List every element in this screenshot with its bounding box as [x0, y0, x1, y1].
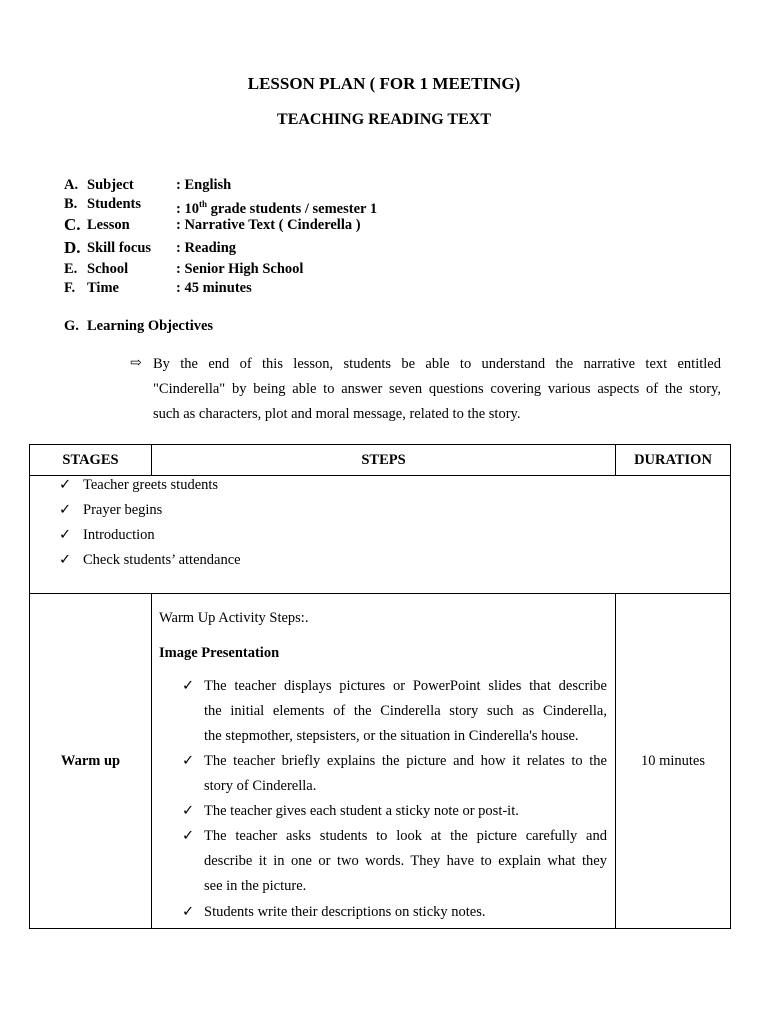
- check-icon: ✓: [182, 803, 195, 819]
- info-label: Skill focus: [87, 240, 152, 256]
- step-line: The teacher gives each student a sticky note or post-it.: [204, 803, 519, 819]
- check-icon: ✓: [182, 904, 195, 920]
- warmup-row: [30, 594, 731, 929]
- section-heading: Image Presentation: [159, 645, 280, 661]
- step-line: the initial elements of the Cinderella story such as Cinderella,: [204, 703, 607, 719]
- lesson-table: [29, 444, 731, 929]
- step-line: Students write their descriptions on sticky notes.: [204, 904, 486, 920]
- info-label: School: [87, 261, 129, 277]
- header-stages: STAGES: [30, 445, 152, 476]
- step-line: story of Cinderella.: [204, 778, 317, 794]
- check-icon: ✓: [182, 678, 195, 694]
- info-value: : English: [176, 177, 232, 193]
- info-letter: C.: [64, 215, 81, 234]
- objective-line: such as characters, plot and moral message, related to the story.: [153, 406, 521, 422]
- step-line: The teacher briefly explains the picture and how it relates to the: [204, 753, 607, 769]
- check-icon: ✓: [59, 477, 72, 493]
- info-letter: F.: [64, 280, 76, 296]
- step-line: The teacher displays pictures or PowerPoint slides that describe: [204, 678, 607, 694]
- check-icon: ✓: [59, 527, 72, 543]
- stage-warmup: Warm up: [30, 594, 152, 929]
- header-steps: STEPS: [152, 445, 616, 476]
- info-value: : 10th grade students / semester 1: [176, 199, 378, 217]
- check-icon: ✓: [59, 552, 72, 568]
- warmup-intro: Warm Up Activity Steps:.: [159, 610, 309, 626]
- opening-row: [30, 476, 731, 594]
- info-letter: E.: [64, 261, 78, 277]
- duration-warmup: 10 minutes: [616, 594, 731, 929]
- header-duration: DURATION: [616, 445, 731, 476]
- page-title: LESSON PLAN ( FOR 1 MEETING): [247, 74, 521, 93]
- objectives-letter: G.: [64, 318, 79, 334]
- info-label: Lesson: [87, 217, 130, 233]
- opening-cell: ✓ Teacher greets students ✓ Prayer begins ✓ Introduction ✓ Check students’ attendance: [30, 476, 731, 594]
- arrow-right-icon: ⇨: [130, 356, 142, 371]
- info-letter: A.: [64, 177, 79, 193]
- objectives-heading: [64, 318, 214, 335]
- objective-line: By the end of this lesson, students be able to understand the narrative text entitled: [153, 356, 721, 372]
- objective-line: "Cinderella" by being able to answer seven questions covering various aspects of the story,: [153, 381, 721, 397]
- step-line: The teacher asks students to look at the picture carefully and: [204, 828, 607, 844]
- info-label: Students: [87, 196, 141, 212]
- table-header-row: [30, 445, 731, 476]
- step-line: the stepmother, stepsisters, or the situation in Cinderella's house.: [204, 728, 579, 744]
- info-label: Time: [87, 280, 119, 296]
- objectives-label: Learning Objectives: [87, 318, 214, 334]
- info-letter: B.: [64, 196, 78, 212]
- info-value: : Reading: [176, 240, 237, 256]
- info-value: : Narrative Text ( Cinderella ): [176, 217, 361, 233]
- warmup-steps-cell: [152, 594, 616, 929]
- check-icon: ✓: [59, 502, 72, 518]
- info-value: : Senior High School: [176, 261, 304, 277]
- page-subtitle: TEACHING READING TEXT: [277, 111, 491, 128]
- info-label: Subject: [87, 177, 134, 193]
- check-icon: ✓: [182, 753, 195, 769]
- info-value: : 45 minutes: [176, 280, 252, 296]
- step-line: see in the picture.: [204, 878, 307, 894]
- info-letter: D.: [64, 238, 81, 257]
- check-icon: ✓: [182, 828, 195, 844]
- step-line: describe it in one or two words. They have to explain what they: [204, 853, 607, 869]
